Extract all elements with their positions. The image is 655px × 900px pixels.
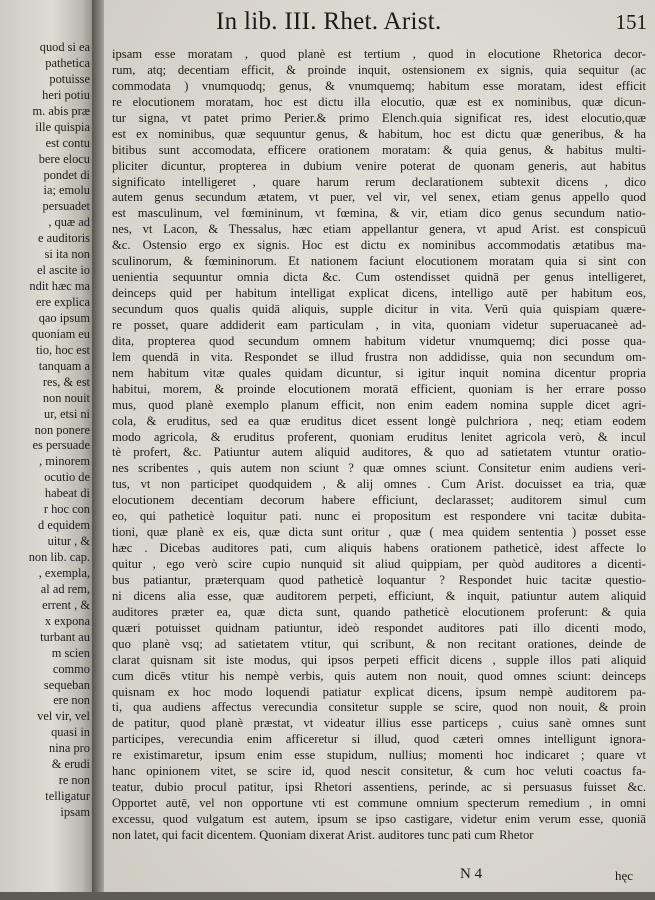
left-text-line: d equidem bbox=[38, 518, 90, 533]
right-page bbox=[104, 0, 655, 900]
left-text-line: ille quispia bbox=[35, 119, 90, 134]
text-line: tus, vt non participet quodquidem , & alij omnes . Cum Arist. docuisset ea tria, quæ bbox=[112, 477, 646, 492]
text-line: pliciter dicuntur, propterea in dubium venire poterat de quonam generis, aut habitus bbox=[112, 158, 646, 173]
left-text-line: tio, hoc est bbox=[35, 342, 90, 357]
left-text-line: e auditoris bbox=[38, 231, 90, 246]
text-line: nes scribentes , quis autem non sciunt ? quæ omnes sciunt. Consitetur enim audiens veri- bbox=[112, 461, 646, 476]
text-line: bus patiantur, præterquam quod patheticè loquantur ? Respondet huic tacitæ questio- bbox=[112, 572, 646, 587]
left-text-line: tanquam a bbox=[38, 358, 90, 373]
text-line: nem habitum vitæ quales quidam dicuntur, si igitur inquit nomina dicentur propria bbox=[112, 365, 646, 380]
left-text-line: es persuade bbox=[32, 438, 90, 453]
left-text-line: sequeban bbox=[43, 677, 90, 692]
left-text-line: non lib. cap. bbox=[28, 550, 90, 564]
text-line: eo, qui patheticè loquitur pati. nunc ei propositum est respondere vni tacitæ dubita- bbox=[112, 509, 646, 524]
left-text-line: , minorem bbox=[39, 454, 90, 469]
left-text-line: nina pro bbox=[49, 741, 90, 756]
left-text-line: vel vir, vel bbox=[37, 709, 90, 724]
text-line: quæri potuisset quidnam patiuntur, ideò respondet auditores pati illo dicenti modo, bbox=[112, 620, 646, 635]
left-text-line: r hoc con bbox=[43, 502, 90, 517]
text-line: est masculinum, vel fœmininum, vt fœmina, & vir, etiam dico genus secundum natio- bbox=[112, 206, 646, 221]
text-line: ipsam esse moratam , quod planè est tertium , quod in elocutione Rhetorica decor- bbox=[112, 47, 646, 61]
text-line: quo planè vsq; ad satietatem vtitur, qui scribunt, & non recitant orationes, deinde de bbox=[112, 636, 646, 651]
left-text-line: ipsam bbox=[60, 805, 90, 819]
text-line: de patitur, quod planè præstat, vt videatur illius esse particeps , cuius sanè omnes sunt bbox=[112, 716, 646, 731]
text-line: nes, vt Lacon, & Thessalus, hæc etiam appellantur genera, vt apud Arist. est conspicuū bbox=[112, 222, 646, 237]
text-line: dita, propterea quod secundum omnem habitum videtur vnumquemq; dici posse qua- bbox=[112, 333, 646, 348]
page-number: 151 bbox=[615, 10, 647, 34]
text-line: significato intelligeret , quare harum rerum declarationem subtexit dicens , dico bbox=[112, 174, 646, 189]
left-text-line: errent , & bbox=[42, 597, 90, 612]
left-text-line: ere explica bbox=[36, 295, 90, 309]
signature-mark: N 4 bbox=[460, 866, 483, 882]
left-text-line: x expona bbox=[44, 613, 90, 628]
text-line: &c. Ostensio ergo ex signis. Hoc est dictu ex nominibus accommodatis ætatibus ma- bbox=[112, 238, 646, 253]
text-line: lem quendā in vita. Respondet se illud frustra non addidisse, quia non secundum om- bbox=[112, 349, 646, 364]
text-line: ni dicens alia esse, quæ auditorem perpeti, efficiunt, & inquit, patiuntur autem aliquid bbox=[112, 588, 646, 603]
text-line: ti, qua audiens affectus verecundia consitetur supple se scire, quod non nouit, & proin bbox=[112, 700, 646, 715]
left-text-line: si ita non bbox=[44, 247, 90, 262]
left-text-line: pondet di bbox=[43, 167, 90, 182]
text-line: mus, quod planè exemplo planum efficit, non enim eadem nomina supple dicet agri- bbox=[112, 397, 646, 412]
body-text bbox=[112, 47, 646, 844]
text-line: commodata ) vnumquodq; genus, & vnumquemq; habitum esse moratam, idest efficit bbox=[112, 78, 646, 93]
text-line: tè profert, &c. Patiuntur autem aliquid auditores, & quo ad satietatem vtuntur oratio- bbox=[112, 445, 646, 460]
text-line: tur signa, vt patet primo Perier.& primo Elench.quia significat res, idest elocutio,quæ bbox=[112, 110, 646, 125]
left-text-line: ocutio de bbox=[44, 470, 90, 485]
left-text-line: pathetica bbox=[45, 55, 90, 70]
left-text-line: uitur , & bbox=[47, 534, 90, 549]
text-line: sculinorum, & fœmininorum. Et nationem faciunt elocutionem moratam quia si sint con bbox=[112, 254, 646, 269]
left-text-line: al ad rem, bbox=[40, 581, 90, 596]
left-text-line: potuisse bbox=[49, 71, 90, 86]
text-line: Opportet autē, vel non opportune vti est commune omnium specterum remedium , in omni bbox=[112, 796, 646, 811]
text-line: bitibus sunt accomodata, efficere orationem moratam: & quia genus, & habitus multi- bbox=[112, 142, 646, 157]
left-text-line: ur, etsi ni bbox=[44, 406, 90, 421]
page-footer bbox=[104, 866, 655, 888]
text-line: cum dicēs vtitur his nempè verbis, quis autem non nouit, quod omnes sciunt: deinceps bbox=[112, 668, 646, 683]
left-text-line: , quæ ad bbox=[48, 215, 90, 230]
left-page-text bbox=[0, 40, 90, 821]
text-line: non latet, qui facit dicentem. Quoniam dixerat Arist. auditores tunc pati cum Rhetor bbox=[112, 827, 534, 842]
page-header bbox=[104, 8, 655, 42]
bottom-edge bbox=[0, 892, 655, 900]
text-line: re existimaretur, ipsum enim esse stupidum, nullius; momenti hoc indicaret ; quare vt bbox=[112, 748, 646, 763]
left-page-fragment bbox=[0, 0, 96, 900]
left-text-line: el ascite io bbox=[37, 263, 90, 278]
text-line: cola, & eruditus, sed ea quæ eruditus dicet essent longè pulchriora , neq; etiam eodem bbox=[112, 413, 646, 428]
left-text-line: , exempla, bbox=[38, 565, 90, 580]
left-text-line: non ponere bbox=[34, 422, 90, 437]
left-text-line: quod si ea bbox=[39, 40, 90, 54]
left-text-line: ere non bbox=[53, 693, 90, 708]
left-text-line: m. abis præ bbox=[32, 103, 90, 118]
text-line: clarat quisnam sit iste modus, qui ipsos perpeti efficit dicens , supple illos pati aliquid bbox=[112, 652, 646, 667]
text-line: habitui, morem, & proinde elocutionem moratā efficient, quoniam is her errare posso bbox=[112, 381, 646, 396]
left-text-line: persuadet bbox=[42, 199, 90, 214]
text-line: secundum quos qualis quidā aliquis, supple dicitur in vita. Verū quia quispiam quære- bbox=[112, 302, 646, 316]
text-line: excessu, quod vulgatum est autem, ipsum se ipso castigare, videtur enim verum esse, quoniā bbox=[112, 812, 646, 826]
left-text-line: ia; emolu bbox=[43, 183, 90, 198]
catchword: hęc bbox=[614, 868, 633, 883]
text-line: re elocutionem moratam, hoc est dictu illa elocutio, quæ est ex nominibus, quæ dicun- bbox=[112, 94, 646, 109]
text-line: deinceps quid per habitum intelligat explicat dicens, intelligo autē per habitum eos, bbox=[112, 286, 646, 301]
text-line: hæc . Dicebas auditores pati, cum aliquis habens orationem patheticè, idest affecte lo bbox=[112, 541, 646, 556]
left-text-line: qao ipsum bbox=[38, 310, 90, 325]
text-line: tioni, quæ planè ex eis, quæ dicta sunt oritur , quæ ( mea quidem sententia ) posset esse bbox=[112, 525, 646, 540]
text-line: uenientia sequuntur omnia dicta &c. Cum ostendisset quidnā per genus intelligeret, bbox=[112, 270, 646, 285]
text-line: est ex nominibus, quæ sequuntur genus, & habitum, hoc est dictu quæ generibus, & ha bbox=[112, 126, 646, 141]
left-text-line: res, & est bbox=[42, 374, 90, 389]
text-line: hanc opinionem vitet, se scire id, quod nescit consitetur, & cum hoc veluti coactus fa- bbox=[112, 764, 646, 779]
left-text-line: re non bbox=[58, 773, 90, 788]
text-line: elocutionem decentiam decorum habere efficiunt, declarasset; auditorem simul cum bbox=[112, 493, 646, 508]
text-line: teatur, dubio procul patitur, ipsi Rhetori assentiens, perinde, ac si persuasus fuisset &c. bbox=[112, 780, 646, 795]
left-text-line: habeat di bbox=[44, 486, 90, 501]
left-text-line: est contu bbox=[45, 135, 90, 150]
left-text-line: m scien bbox=[51, 645, 90, 660]
left-text-line: telligatur bbox=[45, 789, 90, 804]
text-line: modo agricola, & eruditus proferent, quoniam eruditus lenitet agricola verò, & incul bbox=[112, 429, 646, 444]
text-line: re posset, quare addiderit eam particulam , in vita, quoniam videtur superuacaneè ad- bbox=[112, 317, 646, 332]
running-title: In lib. III. Rhet. Arist. bbox=[216, 8, 442, 35]
left-text-line: commo bbox=[52, 661, 90, 676]
left-text-line: quasi in bbox=[51, 725, 90, 740]
text-line: participes, verecundia enim afficeretur si illud, quod cæteri omnes intelligunt ignora- bbox=[112, 732, 646, 747]
text-line: auditores præter ea, quæ dicta sunt, quando patheticè elocutionem proferunt: & quia bbox=[112, 604, 646, 619]
left-text-line: bere elocu bbox=[38, 151, 90, 166]
text-line: rum, atq; decentiam efficit, & proinde inquit, ostensionem ex signis, quia sequitur (ac bbox=[112, 62, 646, 77]
text-line: quitur , ego verò scire cupio nunquid sit aliud quippiam, per quòd auditores a dicenti- bbox=[112, 557, 646, 571]
left-text-line: & erudi bbox=[51, 757, 90, 772]
left-text-line: ndit hæc ma bbox=[29, 279, 90, 294]
text-line: quisnam ex hoc modo loquendi patiatur explicat dicens, ipsum nempè auditorem pa- bbox=[112, 684, 646, 699]
left-text-line: non nouit bbox=[42, 390, 90, 405]
text-line: autem genus secundum ætatem, vt puer, vel vir, vel senex, etiam genus appello quod bbox=[112, 190, 646, 205]
left-text-line: turbant au bbox=[40, 629, 90, 644]
left-text-line: quoniam eu bbox=[31, 326, 90, 341]
left-text-line: heri potiu bbox=[42, 87, 90, 102]
